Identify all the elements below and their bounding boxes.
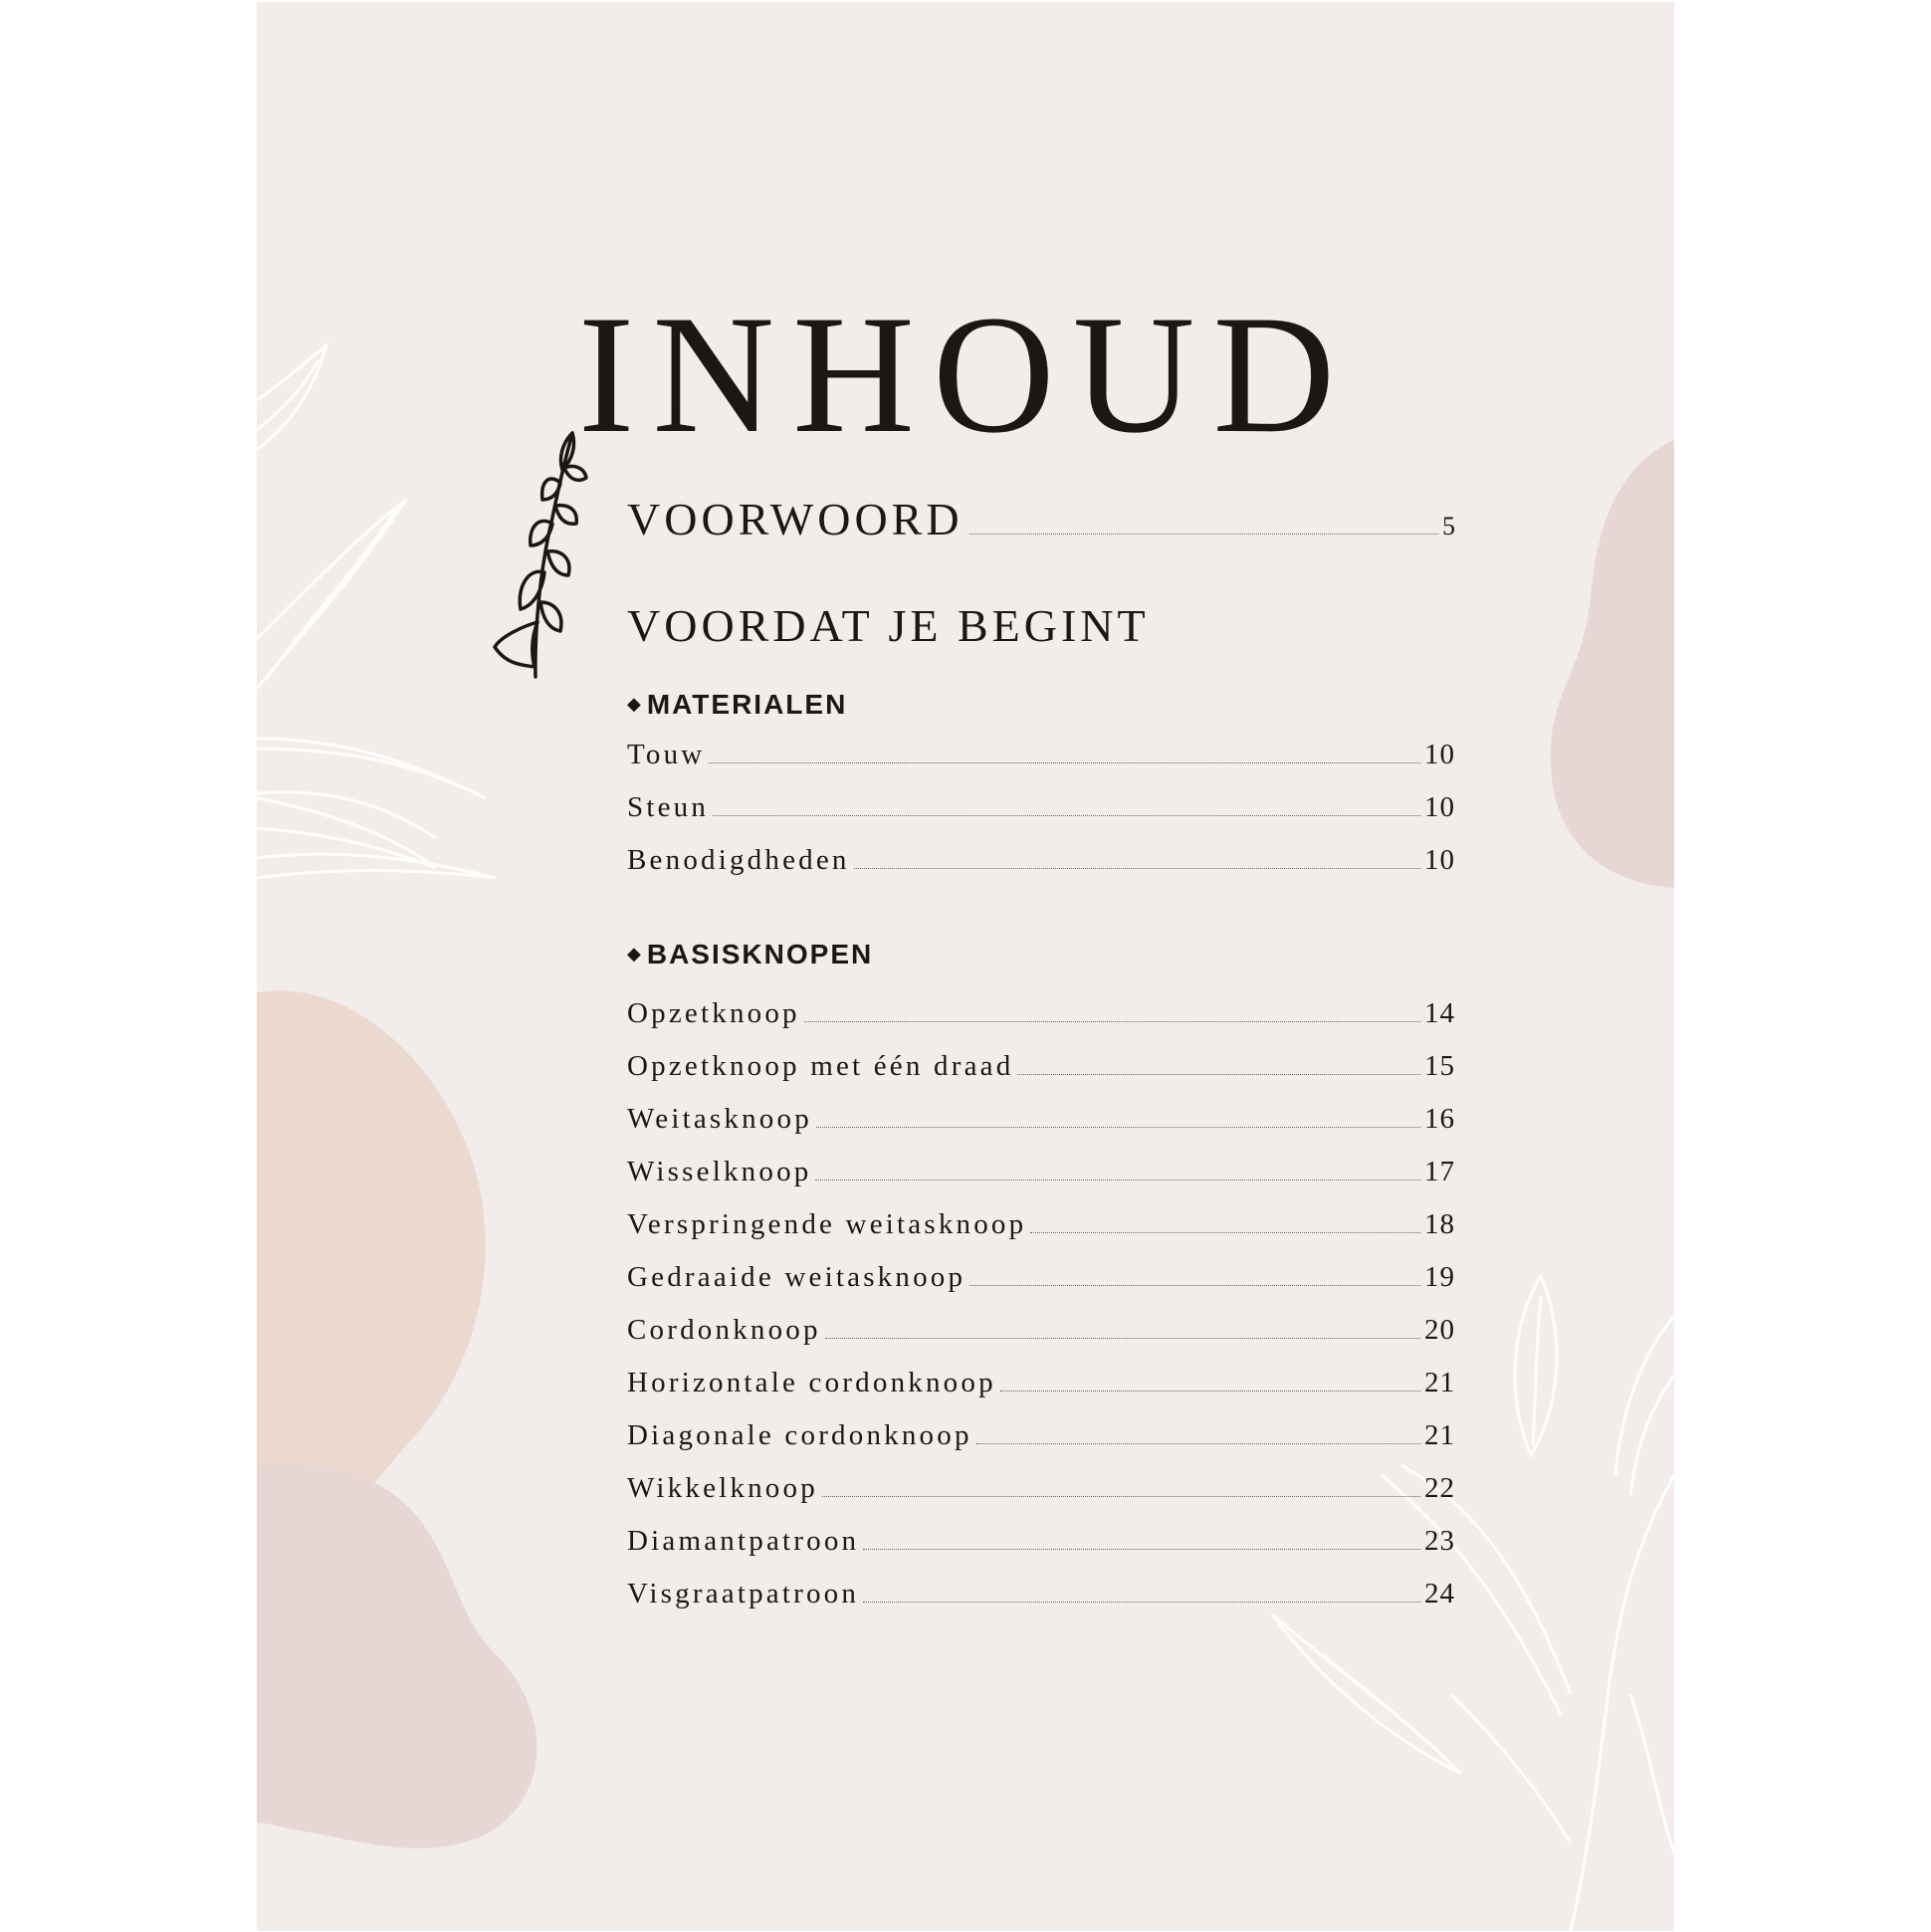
- entry-label: Opzetknoop met één draad: [627, 1050, 1014, 1082]
- entry-page-number: 18: [1424, 1208, 1455, 1240]
- entry-label: Touw: [627, 739, 706, 770]
- entry-page-number: 10: [1424, 844, 1455, 876]
- entry-page-number: 22: [1424, 1472, 1455, 1504]
- diamond-bullet-icon: ◆: [627, 694, 643, 714]
- dot-leader: [1000, 1390, 1420, 1392]
- dot-leader: [815, 1179, 1420, 1181]
- dot-leader: [863, 1548, 1420, 1550]
- entry-page-number: 20: [1424, 1314, 1455, 1346]
- chapter-label: VOORDAT JE BEGINT: [627, 600, 1150, 651]
- entry-label: Diamantpatroon: [627, 1525, 860, 1557]
- list-item: [627, 791, 1455, 824]
- entry-label: Steun: [627, 791, 710, 823]
- entry-label: Diagonale cordonknoop: [627, 1419, 972, 1451]
- entry-page-number: 21: [1424, 1419, 1455, 1451]
- entry-label: Wikkelknoop: [627, 1472, 818, 1504]
- dot-leader: [1030, 1231, 1420, 1233]
- section-heading-label: MATERIALEN: [646, 689, 848, 720]
- chapter-voorwoord: [627, 493, 1455, 545]
- dot-leader: [825, 1337, 1420, 1339]
- list-item: [627, 1525, 1455, 1558]
- entry-page-number: 21: [1424, 1367, 1455, 1398]
- list-item: [627, 1050, 1455, 1083]
- list-item: [627, 1472, 1455, 1505]
- dot-leader: [969, 533, 1438, 535]
- dot-leader: [709, 761, 1420, 763]
- chapter-label: VOORWOORD: [627, 494, 964, 544]
- list-item: [627, 739, 1455, 771]
- page-title: INHOUD: [577, 280, 1354, 468]
- chapter-page-number: 5: [1442, 512, 1455, 540]
- dot-leader: [822, 1495, 1420, 1497]
- list-item: [627, 1156, 1455, 1188]
- dot-leader: [1017, 1073, 1420, 1075]
- entry-page-number: 17: [1424, 1156, 1455, 1187]
- list-item: [627, 1208, 1455, 1241]
- left-pink-blob-shape: [257, 1464, 536, 1848]
- dot-leader: [804, 1020, 1420, 1022]
- diamond-bullet-icon: ◆: [627, 944, 643, 964]
- list-item: [627, 997, 1455, 1030]
- dot-leader: [976, 1442, 1420, 1444]
- entry-page-number: 24: [1424, 1578, 1455, 1610]
- entry-label: Weitasknoop: [627, 1103, 812, 1135]
- dot-leader: [854, 867, 1420, 869]
- section-heading-label: BASISKNOPEN: [646, 939, 874, 969]
- list-item: [627, 1314, 1455, 1347]
- dot-leader: [969, 1284, 1420, 1286]
- list-item: [627, 1103, 1455, 1136]
- dot-leader: [713, 814, 1420, 816]
- document-page: [257, 2, 1674, 1931]
- entry-page-number: 14: [1424, 997, 1455, 1029]
- list-item: [627, 1261, 1455, 1294]
- chapter-voordat-je-begint: [627, 599, 1455, 652]
- entry-label: Gedraaide weitasknoop: [627, 1261, 966, 1293]
- entry-label: Horizontale cordonknoop: [627, 1367, 996, 1398]
- list-item: [627, 1367, 1455, 1399]
- entry-label: Opzetknoop: [627, 997, 800, 1029]
- list-item: [627, 1419, 1455, 1452]
- entry-page-number: 23: [1424, 1525, 1455, 1557]
- right-blob-shape: [1551, 440, 1674, 888]
- list-item: [627, 844, 1455, 877]
- entry-label: Cordonknoop: [627, 1314, 821, 1346]
- list-item: [627, 1578, 1455, 1610]
- entry-label: Verspringende weitasknoop: [627, 1208, 1027, 1240]
- leaf-sprig-icon: [493, 428, 588, 683]
- entry-label: Wisselknoop: [627, 1156, 812, 1187]
- dot-leader: [863, 1601, 1420, 1603]
- entry-page-number: 10: [1424, 739, 1455, 770]
- entry-page-number: 16: [1424, 1103, 1455, 1135]
- entry-page-number: 19: [1424, 1261, 1455, 1293]
- section-heading-basisknopen: [627, 939, 873, 970]
- entry-label: Visgraatpatroon: [627, 1578, 860, 1610]
- entry-label: Benodigdheden: [627, 844, 850, 876]
- section-heading-materialen: [627, 689, 847, 721]
- entry-page-number: 10: [1424, 791, 1455, 823]
- dot-leader: [816, 1126, 1420, 1128]
- entry-page-number: 15: [1424, 1050, 1455, 1082]
